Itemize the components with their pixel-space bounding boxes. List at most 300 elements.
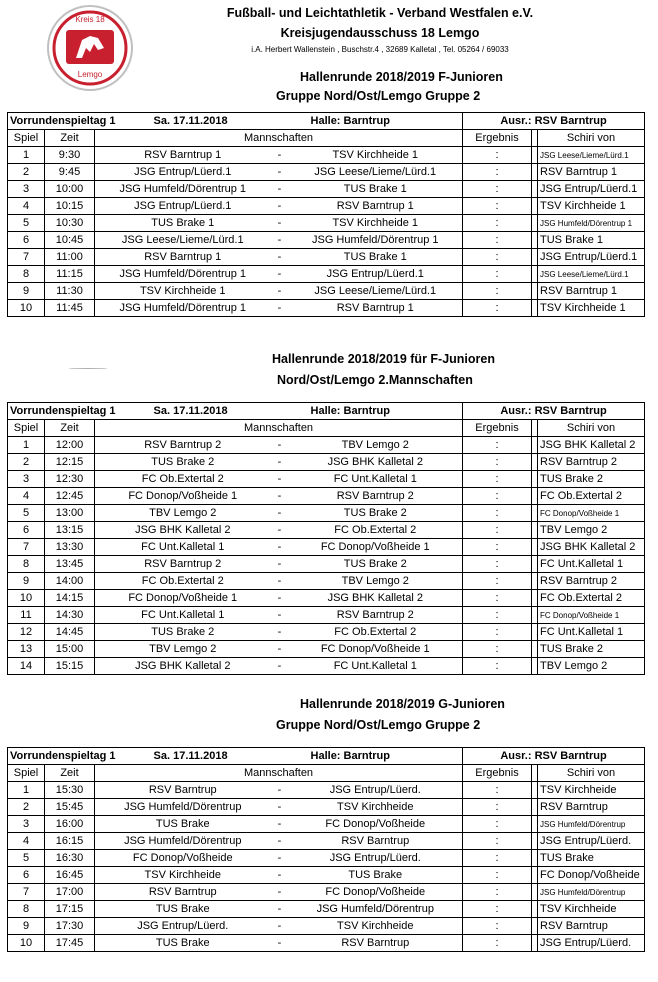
game-number: 9 — [8, 918, 45, 935]
table-row — [8, 437, 645, 454]
table-row — [8, 198, 645, 215]
referee: FC Donop/Voßheide — [538, 867, 645, 884]
referee: RSV Barntrup — [538, 918, 645, 935]
home-team: JSG Humfeld/Dörentrup 1 — [95, 300, 271, 317]
home-team: FC Donop/Voßheide 1 — [95, 488, 271, 505]
game-time: 15:00 — [45, 641, 95, 658]
halle-label: Halle: Barntrup — [271, 403, 463, 420]
home-team: JSG Entrup/Lüerd. — [95, 918, 271, 935]
result-field[interactable]: : — [463, 215, 532, 232]
home-team: TUS Brake — [95, 901, 271, 918]
game-time: 11:45 — [45, 300, 95, 317]
result-field[interactable]: : — [463, 522, 532, 539]
col-zeit: Zeit — [45, 765, 95, 782]
result-field[interactable]: : — [463, 437, 532, 454]
home-team: TSV Kirchheide 1 — [95, 283, 271, 300]
game-number: 7 — [8, 249, 45, 266]
referee: JSG Humfeld/Dörentrup — [538, 816, 645, 833]
section-title: Hallenrunde 2018/2019 für F-Junioren — [272, 352, 495, 366]
result-field[interactable]: : — [463, 266, 532, 283]
vs-dash: - — [271, 283, 289, 300]
result-field[interactable]: : — [463, 249, 532, 266]
game-number: 4 — [8, 198, 45, 215]
home-team: JSG Humfeld/Dörentrup — [95, 799, 271, 816]
result-field[interactable]: : — [463, 641, 532, 658]
vs-dash: - — [271, 816, 289, 833]
home-team: TUS Brake — [95, 935, 271, 952]
referee: RSV Barntrup 2 — [538, 573, 645, 590]
game-number: 9 — [8, 283, 45, 300]
home-team: FC Unt.Kalletal 1 — [95, 539, 271, 556]
spieltag-label — [8, 113, 271, 130]
game-number: 2 — [8, 799, 45, 816]
game-number: 5 — [8, 850, 45, 867]
game-number: 11 — [8, 607, 45, 624]
referee: RSV Barntrup 1 — [538, 283, 645, 300]
away-team: FC Donop/Voßheide 1 — [289, 641, 463, 658]
home-team: FC Donop/Voßheide 1 — [95, 590, 271, 607]
col-ergebnis: Ergebnis — [463, 130, 532, 147]
game-number: 1 — [8, 437, 45, 454]
vs-dash: - — [271, 505, 289, 522]
vs-dash: - — [271, 799, 289, 816]
game-time: 16:00 — [45, 816, 95, 833]
table-row — [8, 232, 645, 249]
table-row — [8, 300, 645, 317]
game-number: 10 — [8, 935, 45, 952]
col-zeit: Zeit — [45, 420, 95, 437]
game-time: 15:30 — [45, 782, 95, 799]
table-row — [8, 147, 645, 164]
table-row — [8, 573, 645, 590]
referee: FC Donop/Voßheide 1 — [538, 607, 645, 624]
spieltag-text: Vorrundenspieltag 1 — [10, 750, 116, 762]
col-schiri: Schiri von — [538, 130, 645, 147]
away-team: FC Donop/Voßheide — [289, 884, 463, 901]
home-team: JSG Entrup/Lüerd.1 — [95, 164, 271, 181]
result-field[interactable]: : — [463, 782, 532, 799]
table-row — [8, 850, 645, 867]
home-team: TUS Brake — [95, 816, 271, 833]
game-time: 12:00 — [45, 437, 95, 454]
away-team: RSV Barntrup 1 — [289, 300, 463, 317]
game-number: 6 — [8, 867, 45, 884]
result-field[interactable]: : — [463, 901, 532, 918]
table-row — [8, 215, 645, 232]
referee: TSV Kirchheide 1 — [538, 198, 645, 215]
result-field[interactable]: : — [463, 850, 532, 867]
vs-dash: - — [271, 573, 289, 590]
table-row — [8, 935, 645, 952]
vs-dash: - — [271, 850, 289, 867]
table-row — [8, 283, 645, 300]
halle-label: Halle: Barntrup — [271, 113, 463, 130]
result-field[interactable]: : — [463, 867, 532, 884]
game-number: 7 — [8, 539, 45, 556]
table-row — [8, 884, 645, 901]
referee: FC Unt.Kalletal 1 — [538, 624, 645, 641]
col-schiri: Schiri von — [538, 765, 645, 782]
home-team: FC Donop/Voßheide — [95, 850, 271, 867]
away-team: FC Ob.Extertal 2 — [289, 624, 463, 641]
vs-dash: - — [271, 249, 289, 266]
home-team: FC Ob.Extertal 2 — [95, 471, 271, 488]
game-number: 3 — [8, 471, 45, 488]
home-team: TUS Brake 2 — [95, 624, 271, 641]
away-team: FC Ob.Extertal 2 — [289, 522, 463, 539]
away-team: FC Unt.Kalletal 1 — [289, 658, 463, 675]
away-team: RSV Barntrup 2 — [289, 488, 463, 505]
table-header-columns — [8, 420, 645, 437]
game-number: 9 — [8, 573, 45, 590]
home-team: JSG Humfeld/Dörentrup — [95, 833, 271, 850]
away-team: RSV Barntrup 2 — [289, 607, 463, 624]
game-time: 11:15 — [45, 266, 95, 283]
referee: TUS Brake — [538, 850, 645, 867]
vs-dash: - — [271, 437, 289, 454]
game-number: 1 — [8, 782, 45, 799]
away-team: JSG Leese/Lieme/Lürd.1 — [289, 283, 463, 300]
table-row — [8, 556, 645, 573]
game-number: 8 — [8, 556, 45, 573]
schedule-table — [7, 747, 645, 952]
col-spiel: Spiel — [8, 420, 45, 437]
col-ergebnis: Ergebnis — [463, 765, 532, 782]
table-row — [8, 816, 645, 833]
vs-dash: - — [271, 867, 289, 884]
game-number: 1 — [8, 147, 45, 164]
vs-dash: - — [271, 641, 289, 658]
game-number: 2 — [8, 454, 45, 471]
game-time: 14:00 — [45, 573, 95, 590]
table-header-columns — [8, 765, 645, 782]
result-field[interactable]: : — [463, 147, 532, 164]
org-title: Fußball- und Leichtathletik - Verband Westfalen e.V. — [226, 6, 534, 20]
game-number: 2 — [8, 164, 45, 181]
game-time: 14:45 — [45, 624, 95, 641]
table-row — [8, 658, 645, 675]
away-team: RSV Barntrup — [289, 935, 463, 952]
game-time: 11:00 — [45, 249, 95, 266]
home-team: RSV Barntrup 2 — [95, 437, 271, 454]
datum-text: Sa. 17.11.2018 — [153, 115, 228, 127]
referee: FC Ob.Extertal 2 — [538, 590, 645, 607]
result-field[interactable]: : — [463, 935, 532, 952]
game-time: 10:00 — [45, 181, 95, 198]
col-mannschaften: Mannschaften — [95, 130, 463, 147]
game-number: 5 — [8, 505, 45, 522]
vs-dash: - — [271, 488, 289, 505]
game-time: 10:45 — [45, 232, 95, 249]
home-team: JSG BHK Kalletal 2 — [95, 658, 271, 675]
table-row — [8, 799, 645, 816]
game-time: 16:15 — [45, 833, 95, 850]
game-time: 17:30 — [45, 918, 95, 935]
away-team: TUS Brake 1 — [289, 249, 463, 266]
section-subtitle: Nord/Ost/Lemgo 2.Mannschaften — [277, 373, 473, 387]
game-number: 7 — [8, 884, 45, 901]
game-time: 17:15 — [45, 901, 95, 918]
vs-dash: - — [271, 471, 289, 488]
table-row — [8, 266, 645, 283]
game-number: 10 — [8, 590, 45, 607]
table-header-columns — [8, 130, 645, 147]
col-spiel: Spiel — [8, 130, 45, 147]
col-schiri: Schiri von — [538, 420, 645, 437]
vs-dash: - — [271, 539, 289, 556]
game-time: 17:45 — [45, 935, 95, 952]
away-team: TUS Brake 2 — [289, 556, 463, 573]
game-number: 4 — [8, 488, 45, 505]
col-mannschaften: Mannschaften — [95, 420, 463, 437]
logo-text-top: Kreis 18 — [75, 15, 105, 24]
home-team: FC Ob.Extertal 2 — [95, 573, 271, 590]
referee: JSG Entrup/Lüerd. — [538, 935, 645, 952]
result-field[interactable]: : — [463, 590, 532, 607]
referee: JSG Entrup/Lüerd.1 — [538, 181, 645, 198]
away-team: TBV Lemgo 2 — [289, 437, 463, 454]
spieltag-text: Vorrundenspieltag 1 — [10, 115, 116, 127]
schedule-table — [7, 112, 645, 317]
vs-dash: - — [271, 147, 289, 164]
table-row — [8, 833, 645, 850]
game-time: 13:30 — [45, 539, 95, 556]
home-team: TBV Lemgo 2 — [95, 505, 271, 522]
home-team: JSG Entrup/Lüerd.1 — [95, 198, 271, 215]
home-team: TSV Kirchheide — [95, 867, 271, 884]
spieltag-label — [8, 748, 271, 765]
table-row — [8, 181, 645, 198]
result-field[interactable]: : — [463, 573, 532, 590]
table-row — [8, 624, 645, 641]
section-title: Hallenrunde 2018/2019 G-Junioren — [300, 697, 505, 711]
game-time: 11:30 — [45, 283, 95, 300]
spieltag-text: Vorrundenspieltag 1 — [10, 405, 116, 417]
home-team: JSG Leese/Lieme/Lürd.1 — [95, 232, 271, 249]
home-team: TBV Lemgo 2 — [95, 641, 271, 658]
result-field[interactable]: : — [463, 505, 532, 522]
referee: TUS Brake 1 — [538, 232, 645, 249]
section-subtitle: Gruppe Nord/Ost/Lemgo Gruppe 2 — [276, 718, 481, 732]
result-field[interactable]: : — [463, 198, 532, 215]
away-team: TUS Brake — [289, 867, 463, 884]
game-time: 10:30 — [45, 215, 95, 232]
table-row — [8, 590, 645, 607]
table-row — [8, 454, 645, 471]
vs-dash: - — [271, 198, 289, 215]
table-row — [8, 607, 645, 624]
away-team: JSG BHK Kalletal 2 — [289, 454, 463, 471]
game-time: 9:45 — [45, 164, 95, 181]
table-row — [8, 164, 645, 181]
game-number: 6 — [8, 232, 45, 249]
result-field[interactable]: : — [463, 607, 532, 624]
game-time: 14:15 — [45, 590, 95, 607]
game-number: 13 — [8, 641, 45, 658]
vs-dash: - — [271, 266, 289, 283]
result-field[interactable]: : — [463, 816, 532, 833]
home-team: JSG BHK Kalletal 2 — [95, 522, 271, 539]
away-team: TSV Kirchheide 1 — [289, 147, 463, 164]
result-field[interactable]: : — [463, 471, 532, 488]
result-field[interactable]: : — [463, 300, 532, 317]
home-team: FC Unt.Kalletal 1 — [95, 607, 271, 624]
game-time: 16:45 — [45, 867, 95, 884]
result-field[interactable]: : — [463, 164, 532, 181]
home-team: JSG Humfeld/Dörentrup 1 — [95, 266, 271, 283]
table-header-info — [8, 403, 645, 420]
referee: FC Unt.Kalletal 1 — [538, 556, 645, 573]
away-team: TSV Kirchheide 1 — [289, 215, 463, 232]
away-team: FC Donop/Voßheide — [289, 816, 463, 833]
referee: TSV Kirchheide — [538, 901, 645, 918]
referee: TBV Lemgo 2 — [538, 522, 645, 539]
table-row — [8, 918, 645, 935]
datum-text: Sa. 17.11.2018 — [153, 405, 228, 417]
table-row — [8, 522, 645, 539]
home-team: RSV Barntrup — [95, 884, 271, 901]
referee: JSG Entrup/Lüerd.1 — [538, 249, 645, 266]
away-team: FC Donop/Voßheide 1 — [289, 539, 463, 556]
result-field[interactable]: : — [463, 556, 532, 573]
table-row — [8, 249, 645, 266]
referee: JSG Leese/Lieme/Lürd.1 — [538, 147, 645, 164]
referee: FC Donop/Voßheide 1 — [538, 505, 645, 522]
section-subtitle: Gruppe Nord/Ost/Lemgo Gruppe 2 — [276, 89, 481, 103]
col-ergebnis: Ergebnis — [463, 420, 532, 437]
away-team: JSG Leese/Lieme/Lürd.1 — [289, 164, 463, 181]
table-row — [8, 471, 645, 488]
ausrichter-label: Ausr.: RSV Barntrup — [463, 113, 645, 130]
game-number: 10 — [8, 300, 45, 317]
flvw-logo — [46, 4, 134, 92]
result-field[interactable]: : — [463, 658, 532, 675]
schedule-table — [7, 402, 645, 675]
game-time: 13:00 — [45, 505, 95, 522]
vs-dash: - — [271, 454, 289, 471]
away-team: TUS Brake 2 — [289, 505, 463, 522]
away-team: RSV Barntrup — [289, 833, 463, 850]
ausrichter-label: Ausr.: RSV Barntrup — [463, 748, 645, 765]
referee: TUS Brake 2 — [538, 641, 645, 658]
table-row — [8, 488, 645, 505]
org-address: i.A. Herbert Wallenstein , Buschstr.4 , 32689 Kalletal , Tel. 05264 / 69033 — [251, 45, 509, 54]
referee: JSG Humfeld/Dörentrup 1 — [538, 215, 645, 232]
vs-dash: - — [271, 590, 289, 607]
table-row — [8, 539, 645, 556]
ausrichter-label: Ausr.: RSV Barntrup — [463, 403, 645, 420]
game-time: 17:00 — [45, 884, 95, 901]
logo-text-bottom: Lemgo — [77, 70, 103, 79]
table-row — [8, 867, 645, 884]
table-row — [8, 782, 645, 799]
away-team: JSG Entrup/Lüerd.1 — [289, 266, 463, 283]
decorative-stroke — [68, 368, 108, 370]
referee: TSV Kirchheide — [538, 782, 645, 799]
vs-dash: - — [271, 658, 289, 675]
away-team: RSV Barntrup 1 — [289, 198, 463, 215]
vs-dash: - — [271, 782, 289, 799]
game-time: 12:15 — [45, 454, 95, 471]
referee: JSG Leese/Lieme/Lürd.1 — [538, 266, 645, 283]
table-row — [8, 505, 645, 522]
col-spiel: Spiel — [8, 765, 45, 782]
home-team: TUS Brake 1 — [95, 215, 271, 232]
result-field[interactable]: : — [463, 283, 532, 300]
game-number: 5 — [8, 215, 45, 232]
result-field[interactable]: : — [463, 232, 532, 249]
referee: JSG BHK Kalletal 2 — [538, 437, 645, 454]
home-team: JSG Humfeld/Dörentrup 1 — [95, 181, 271, 198]
table-header-info — [8, 748, 645, 765]
away-team: JSG Entrup/Lüerd. — [289, 782, 463, 799]
referee: TSV Kirchheide 1 — [538, 300, 645, 317]
home-team: RSV Barntrup 1 — [95, 147, 271, 164]
referee: RSV Barntrup 1 — [538, 164, 645, 181]
vs-dash: - — [271, 624, 289, 641]
datum-text: Sa. 17.11.2018 — [153, 750, 228, 762]
referee: JSG BHK Kalletal 2 — [538, 539, 645, 556]
away-team: JSG Entrup/Lüerd. — [289, 850, 463, 867]
game-time: 13:45 — [45, 556, 95, 573]
vs-dash: - — [271, 300, 289, 317]
home-team: RSV Barntrup — [95, 782, 271, 799]
org-subtitle: Kreisjugendausschuss 18 Lemgo — [280, 26, 480, 40]
vs-dash: - — [271, 833, 289, 850]
game-time: 10:15 — [45, 198, 95, 215]
result-field[interactable]: : — [463, 799, 532, 816]
vs-dash: - — [271, 164, 289, 181]
away-team: JSG Humfeld/Dörentrup 1 — [289, 232, 463, 249]
away-team: TSV Kirchheide — [289, 918, 463, 935]
result-field[interactable]: : — [463, 539, 532, 556]
table-row — [8, 641, 645, 658]
game-time: 14:30 — [45, 607, 95, 624]
result-field[interactable]: : — [463, 454, 532, 471]
game-number: 3 — [8, 816, 45, 833]
home-team: RSV Barntrup 1 — [95, 249, 271, 266]
vs-dash: - — [271, 918, 289, 935]
vs-dash: - — [271, 901, 289, 918]
vs-dash: - — [271, 232, 289, 249]
spieltag-label — [8, 403, 271, 420]
result-field[interactable]: : — [463, 884, 532, 901]
section-title: Hallenrunde 2018/2019 F-Junioren — [300, 70, 503, 84]
result-field[interactable]: : — [463, 488, 532, 505]
referee: FC Ob.Extertal 2 — [538, 488, 645, 505]
referee: TUS Brake 2 — [538, 471, 645, 488]
away-team: JSG BHK Kalletal 2 — [289, 590, 463, 607]
game-time: 16:30 — [45, 850, 95, 867]
result-field[interactable]: : — [463, 624, 532, 641]
table-header-info — [8, 113, 645, 130]
referee: RSV Barntrup — [538, 799, 645, 816]
home-team: RSV Barntrup 2 — [95, 556, 271, 573]
game-time: 12:30 — [45, 471, 95, 488]
game-time: 15:45 — [45, 799, 95, 816]
result-field[interactable]: : — [463, 181, 532, 198]
referee: RSV Barntrup 2 — [538, 454, 645, 471]
result-field[interactable]: : — [463, 833, 532, 850]
referee: JSG Humfeld/Dörentrup — [538, 884, 645, 901]
game-number: 12 — [8, 624, 45, 641]
game-time: 13:15 — [45, 522, 95, 539]
result-field[interactable]: : — [463, 918, 532, 935]
referee: JSG Entrup/Lüerd. — [538, 833, 645, 850]
referee: TBV Lemgo 2 — [538, 658, 645, 675]
game-number: 6 — [8, 522, 45, 539]
table-row — [8, 901, 645, 918]
